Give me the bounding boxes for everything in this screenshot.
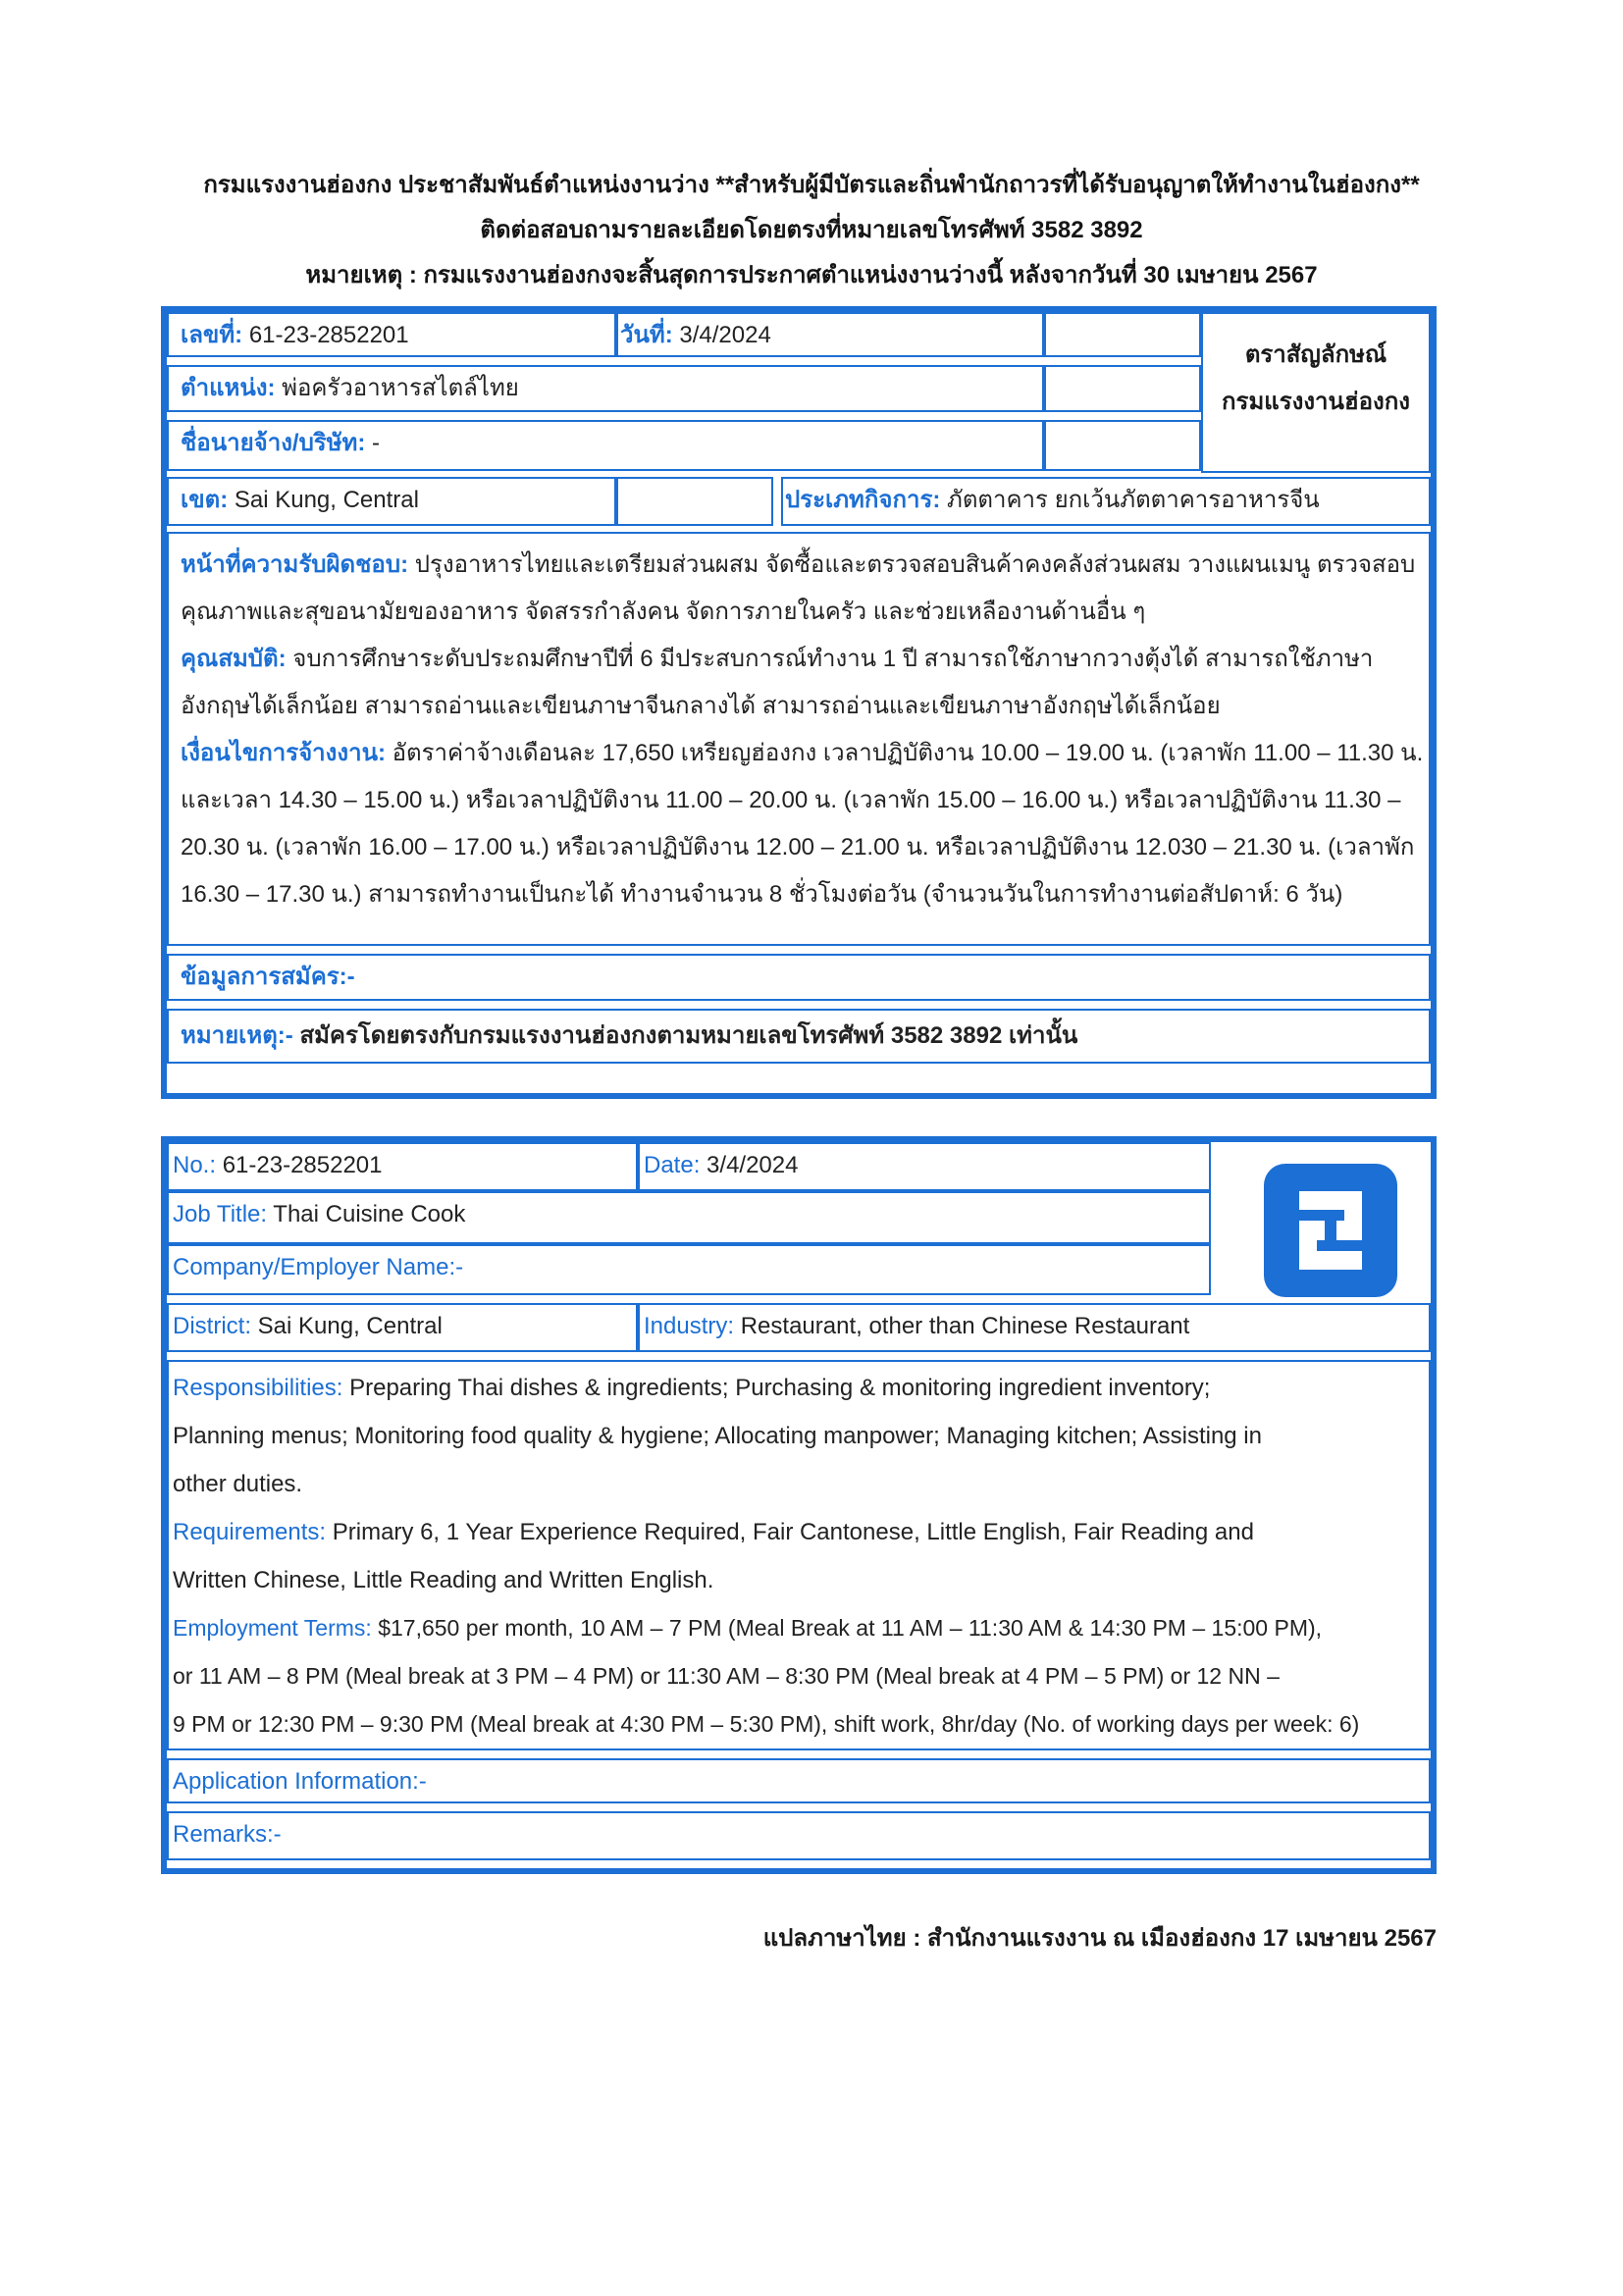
thai-job-form bbox=[161, 306, 1437, 1099]
en-industry-cell bbox=[638, 1303, 1431, 1352]
thai-remark-label: หมายเหตุ:- bbox=[181, 1022, 293, 1049]
thai-remark-value: สมัครโดยตรงกับกรมแรงงานฮ่องกงตามหมายเลขโทรศัพท์ 3582 3892 เท่านั้น bbox=[299, 1022, 1078, 1049]
page-header bbox=[0, 163, 1623, 298]
en-terms-line-2: or 11 AM – 8 PM (Meal break at 3 PM – 4 PM) or 11:30 AM – 8:30 PM (Meal break at 4 PM – 5 PM) or 12 NN – bbox=[173, 1663, 1280, 1689]
en-company-cell bbox=[167, 1244, 1211, 1295]
en-req-text-1: Primary 6, 1 Year Experience Required, Fair Cantonese, Little English, Fair Reading and bbox=[332, 1519, 1254, 1545]
en-remarks-cell bbox=[167, 1811, 1431, 1860]
thai-industry-cell bbox=[781, 477, 1431, 526]
en-remarks-label: Remarks:- bbox=[173, 1821, 282, 1848]
thai-employer-cell bbox=[167, 420, 1044, 471]
en-date-value: 3/4/2024 bbox=[707, 1152, 799, 1178]
thai-terms-label: เงื่อนไขการจ้างงาน: bbox=[181, 740, 386, 766]
en-industry-value: Restaurant, other than Chinese Restaurant bbox=[740, 1313, 1190, 1339]
en-resp-line-2: Planning menus; Monitoring food quality & hygiene; Allocating manpower; Managing kitchen; Assisting in bbox=[173, 1423, 1262, 1449]
thai-empty-cell-1 bbox=[1044, 312, 1201, 357]
thai-remark-cell bbox=[167, 1009, 1431, 1064]
en-terms-line-1 bbox=[173, 1604, 1429, 1652]
en-industry-label: Industry: bbox=[644, 1313, 735, 1339]
thai-district-value: Sai Kung, Central bbox=[234, 487, 419, 513]
en-terms-line-3: 9 PM or 12:30 PM – 9:30 PM (Meal break at 4:30 PM – 5:30 PM), shift work, 8hr/day (No. of working days per week: 6) bbox=[173, 1711, 1360, 1737]
thai-apply-cell bbox=[167, 954, 1431, 1001]
thai-employer-label: ชื่อนายจ้าง/บริษัท: bbox=[181, 430, 366, 456]
thai-industry-value: ภัตตาคาร ยกเว้นภัตตาคารอาหารจีน bbox=[947, 487, 1320, 513]
en-details-cell bbox=[167, 1360, 1431, 1750]
thai-qual-label: คุณสมบัติ: bbox=[181, 646, 287, 672]
thai-district-label: เขต: bbox=[181, 487, 229, 513]
header-line-3: หมายเหตุ : กรมแรงงานฮ่องกงจะสิ้นสุดการประกาศตำแหน่งงานว่างนี้ หลังจากวันที่ 30 เมษายน 2567 bbox=[305, 262, 1318, 288]
thai-date-label: วันที่: bbox=[620, 322, 673, 348]
en-date-label: Date: bbox=[644, 1152, 701, 1178]
thai-duties bbox=[181, 542, 1429, 636]
thai-qualifications bbox=[181, 636, 1429, 730]
thai-qual-value: จบการศึกษาระดับประถมศึกษาปีที่ 6 มีประสบการณ์ทำงาน 1 ปี สามารถใช้ภาษากวางตุ้งได้ สามารถใช้ภาษาอังกฤษได้เล็กน้อย สามารถอ่านและเขียนภาษาจีนกลางได้ สามารถอ่านและเขียนภาษาอังกฤษได้เล็กน้อย bbox=[181, 646, 1374, 719]
en-apply-label: Application Information:- bbox=[173, 1768, 427, 1795]
en-resp-text-1: Preparing Thai dishes & ingredients; Purchasing & monitoring ingredient inventory; bbox=[349, 1375, 1211, 1401]
en-company-label: Company/Employer Name:- bbox=[173, 1254, 464, 1280]
english-job-form bbox=[161, 1136, 1437, 1874]
en-district-cell bbox=[167, 1303, 638, 1352]
thai-employer-value: - bbox=[372, 430, 381, 456]
en-no-value: 61-23-2852201 bbox=[222, 1152, 383, 1178]
en-no-cell bbox=[167, 1142, 638, 1191]
thai-district-cell bbox=[167, 477, 616, 526]
thai-date-cell bbox=[616, 312, 1044, 357]
thai-apply-label: ข้อมูลการสมัคร:- bbox=[181, 964, 355, 990]
thai-industry-label: ประเภทกิจการ: bbox=[785, 487, 941, 513]
en-title-label: Job Title: bbox=[173, 1201, 268, 1227]
thai-no-value: 61-23-2852201 bbox=[248, 322, 409, 348]
thai-position-value: พ่อครัวอาหารสไตล์ไทย bbox=[282, 375, 519, 401]
thai-no-label: เลขที่: bbox=[181, 322, 243, 348]
thai-seal-line-2: กรมแรงงานฮ่องกง bbox=[1222, 389, 1410, 415]
thai-empty-cell-3 bbox=[1044, 420, 1201, 471]
thai-position-label: ตำแหน่ง: bbox=[181, 375, 276, 401]
en-resp-line-3: other duties. bbox=[173, 1471, 303, 1497]
en-resp-label: Responsibilities: bbox=[173, 1375, 343, 1401]
thai-empty-cell-4 bbox=[616, 477, 773, 526]
en-terms-text-1: $17,650 per month, 10 AM – 7 PM (Meal Break at 11 AM – 11:30 AM & 14:30 PM – 15:00 PM), bbox=[378, 1615, 1323, 1641]
en-title-value: Thai Cuisine Cook bbox=[273, 1201, 466, 1227]
en-date-cell bbox=[638, 1142, 1211, 1191]
en-district-label: District: bbox=[173, 1313, 251, 1339]
header-line-2: ติดต่อสอบถามรายละเอียดโดยตรงที่หมายเลขโทรศัพท์ 3582 3892 bbox=[480, 217, 1143, 243]
en-req-line-1 bbox=[173, 1508, 1429, 1556]
thai-duties-value: ปรุงอาหารไทยและเตรียมส่วนผสม จัดซื้อและตรวจสอบสินค้าคงคลังส่วนผสม วางแผนเมนู ตรวจสอบคุณภาพและสุขอนามัยของอาหาร จัดสรรกำลังคน จัดการภายในครัว และช่วยเหลืองานด้านอื่น ๆ bbox=[181, 551, 1416, 625]
en-no-label: No.: bbox=[173, 1152, 217, 1178]
labour-department-logo-icon bbox=[1264, 1164, 1397, 1297]
en-title-cell bbox=[167, 1191, 1211, 1244]
thai-terms-value: อัตราค่าจ้างเดือนละ 17,650 เหรียญฮ่องกง เวลาปฏิบัติงาน 10.00 – 19.00 น. (เวลาพัก 11.00 – 11.30 น. และเวลา 14.30 – 15.00 น.) หรือเวลาปฏิบัติงาน 11.00 – 20.00 น. (เวลาพัก 15.00 – 16.00 น.) หรือเวลาปฏิบัติงาน 11.30 – 20.30 น. (เวลาพัก 16.00 – 17.00 น.) หรือเวลาปฏิบัติงาน 12.00 – 21.00 น. หรือเวลาปฏิบัติงาน 12.030 – 21.30 น. (เวลาพัก 16.30 – 17.30 น.) สามารถทำงานเป็นกะได้ ทำงานจำนวน 8 ชั่วโมงต่อวัน (จำนวนวันในการทำงานต่อสัปดาห์: 6 วัน) bbox=[181, 740, 1424, 908]
header-line-1: กรมแรงงานฮ่องกง ประชาสัมพันธ์ตำแหน่งงานว่าง **สำหรับผู้มีบัตรและถิ่นพำนักถาวรที่ได้รับอนุญาตให้ทำงานในฮ่องกง** bbox=[203, 172, 1420, 198]
thai-no-cell bbox=[167, 312, 616, 357]
en-apply-cell bbox=[167, 1758, 1431, 1803]
thai-empty-cell-2 bbox=[1044, 365, 1201, 412]
en-req-label: Requirements: bbox=[173, 1519, 327, 1545]
thai-terms bbox=[181, 730, 1429, 918]
en-resp-line-1 bbox=[173, 1364, 1429, 1412]
en-terms-label: Employment Terms: bbox=[173, 1615, 372, 1641]
thai-details-cell bbox=[167, 532, 1431, 946]
translation-footer: แปลภาษาไทย : สำนักงานแรงงาน ณ เมืองฮ่องกง 17 เมษายน 2567 bbox=[762, 1925, 1437, 1952]
en-req-line-2: Written Chinese, Little Reading and Written English. bbox=[173, 1567, 714, 1593]
thai-date-value: 3/4/2024 bbox=[679, 322, 771, 348]
en-district-value: Sai Kung, Central bbox=[257, 1313, 443, 1339]
thai-position-cell bbox=[167, 365, 1044, 412]
thai-duties-label: หน้าที่ความรับผิดชอบ: bbox=[181, 551, 409, 578]
labour-department-logo bbox=[1264, 1164, 1397, 1297]
thai-seal-cell bbox=[1201, 312, 1431, 473]
thai-seal-line-1: ตราสัญลักษณ์ bbox=[1244, 341, 1387, 368]
